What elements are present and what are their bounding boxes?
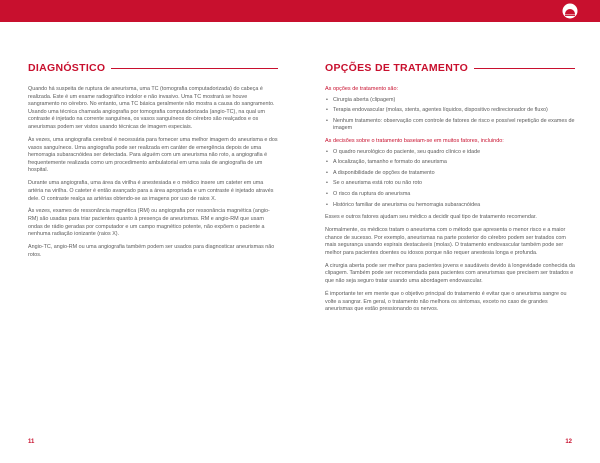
treatment-options-list — [325, 97, 575, 133]
list-item: • A disponibilidade de opções de tratamento — [325, 170, 575, 178]
list-item: • O risco da ruptura do aneurisma — [325, 191, 575, 199]
page-number-left: 11 — [28, 439, 35, 445]
treatment-column — [325, 62, 575, 319]
paragraph: É importante ter em mente que o objetivo principal do tratamento é evitar que o aneurisma sangre ou volte a sangrar. Em geral, o tratamento não melhora os sintomas, exceto no caso de grandes aneurismas que estão pressionando os nervos. — [325, 291, 567, 313]
heading-rule — [111, 68, 278, 69]
diagnosis-heading — [28, 62, 278, 74]
paragraph: Durante uma angiografia, uma área da virilha é anestesiada e o médico insere um cateter em uma artéria na virilha. O cateter é então avançado para a área apropriada e um contraste é injetado através dele. O contraste realça as artérias obtendo-se as imagens por uso de raios X. — [28, 180, 274, 202]
treatment-heading — [325, 62, 575, 74]
list-item: • A localização, tamanho e formato do aneurisma — [325, 159, 575, 167]
paragraph: Às vezes, uma angiografia cerebral é necessária para fornecer uma melhor imagem do aneurisma e dos vasos sanguíneos. Uma angiografia pode ser realizada em caráter de emergência depois de uma hemorragia subaracnóidea ser detectada. Para alguém com um aneurisma não roto, a angiografia é frequentemente realizada como um procedimento ambulatorial em uma sala de angiografia de um hospital. — [28, 136, 278, 174]
list-item: • Cirurgia aberta (clipagem) — [325, 97, 575, 105]
heading-rule — [474, 68, 575, 69]
diagnosis-title: DIAGNÓSTICO — [28, 62, 106, 74]
list-item: • O quadro neurológico do paciente, seu quadro clínico e idade — [325, 149, 575, 157]
paragraph: Às vezes, exames de ressonância magnética (RM) ou angiografia por ressonância magnética (angio-RM) são usadas para triar pacientes quanto à presença de aneurismas. RM e angio-RM que usam ondas de rádio geradas por computador e um campo magnético potente, não expõem o paciente a nenhuma radiação ionizante (raios X). — [28, 208, 270, 238]
diagnosis-column — [28, 62, 278, 265]
paragraph: Angio-TC, angio-RM ou uma angiografia também podem ser usados para diagnosticar aneurismas não rotos. — [28, 244, 275, 258]
treatment-options-subheading: As opções de tratamento são: — [325, 86, 399, 92]
paragraph: Esses e outros fatores ajudam seu médico a decidir qual tipo de tratamento recomendar. — [325, 214, 537, 221]
paragraph: Normalmente, os médicos tratam o aneurisma com o método que apresenta o menor risco e a maior chance de sucesso. Por exemplo, aneurismas na parte posterior do cérebro podem ser tratados com mais segurança usando espirais destacáveis (molas). O tratamento endovascular também pode ser melhor para pacientes doentes ou idosos porque não requer anestesia longa e profunda. — [325, 227, 566, 256]
list-item: • Nenhum tratamento: observação com controle de fatores de risco e possível repetição de exames de imagem — [325, 118, 575, 133]
list-item: • Histórico familiar de aneurisma ou hemorragia subaracnóidea — [325, 202, 575, 210]
page-number-right: 12 — [565, 439, 572, 445]
top-band — [0, 0, 600, 22]
list-item: • Terapia endovascular (molas, stents, agentes líquidos, dispositivo redirecionador de fluxo) — [325, 107, 575, 115]
paragraph: A cirurgia aberta pode ser melhor para pacientes jovens e saudáveis devido à longevidade conhecida da clipagem. Também pode ser recomendada para pacientes com aneurismas que precisem ser tratados e que não seja seguro tratar usando uma abordagem endovascular. — [325, 262, 575, 285]
treatment-title: OPÇÕES DE TRATAMENTO — [325, 62, 469, 74]
logo-icon — [562, 3, 578, 19]
decision-factors-subheading: As decisões sobre o tratamento baseiam-se em muitos fatores, incluindo: — [325, 137, 504, 144]
list-item: • Se o aneurisma está roto ou não roto — [325, 180, 575, 188]
decision-factors-list — [325, 149, 575, 210]
paragraph: Quando há suspeita de ruptura de aneurisma, uma TC (tomografia computadorizada) do cabeça é realizada. Este é um exame radiográfico indolor e não invasivo. Uma TC mostrará se houve sangramento no cérebro. No entanto, uma TC básica geralmente não mostra a causa do sangramento. Usando uma técnica chamada angiografia por tomografia computadorizada (angio-TC), na qual um contraste é injetado na corrente sanguínea, os vasos sanguíneos do cérebro são realçados e os aneurismas podem ser vistos usando técnicas de imagem especiais. — [28, 86, 275, 130]
